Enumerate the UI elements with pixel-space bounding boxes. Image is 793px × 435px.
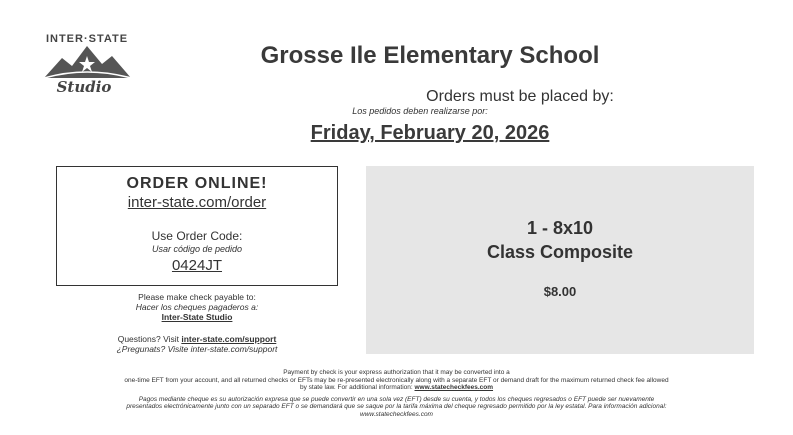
inter-state-studio-logo	[30, 26, 145, 98]
svg-text:Studio: Studio	[56, 78, 112, 96]
package-panel	[366, 166, 754, 354]
check-payable-label-es: Hacer los cheques pagaderos a:	[135, 302, 259, 312]
legal-es-line1: Pagos mediante cheque es su autorización expresa que se puede convertir en una sola vez (EFT) desde su cuenta, y todos los cheques regresados o EFT puede ser nuevamente	[138, 395, 655, 403]
package-quantity: 1 - 8x10	[526, 218, 594, 238]
school-name: Grosse Ile Elementary School	[260, 42, 600, 69]
legal-en-line2: one-time EFT from your account, and all returned checks or EFTs may be re-presented electronically along with a separate EFT or demand draft for the maximum returned check fee allowed	[124, 376, 669, 384]
order-code-label: Use Order Code:	[151, 229, 243, 243]
order-online-link[interactable]: inter-state.com/order	[127, 194, 267, 211]
order-code: 0424JT	[171, 257, 223, 274]
questions-info	[56, 334, 338, 354]
orders-deadline-label: Orders must be placed by:	[426, 88, 614, 105]
order-online-title: ORDER ONLINE!	[126, 175, 268, 192]
package-name	[366, 216, 754, 264]
statecheckfees-link[interactable]: www.statecheckfees.com	[414, 384, 494, 391]
package-title: Class Composite	[486, 242, 634, 262]
legal-es-line2: presentados electrónicamente junto con un separado EFT o se demandará que se saque por la tarifa máxima del cheque regresado permitido por la ley estatal. Para información adicional:	[126, 403, 667, 410]
legal-disclaimer	[30, 369, 763, 418]
questions-prefix: Questions? Visit	[117, 334, 182, 344]
legal-en-line1: Payment by check is your express authorization that it may be converted into a	[283, 369, 510, 376]
order-online-box	[56, 166, 338, 286]
order-code-label-es: Usar código de pedido	[151, 244, 243, 254]
check-payee: Inter-State Studio	[161, 312, 233, 322]
orders-deadline-label-es: Los pedidos deben realizarse por:	[352, 106, 488, 116]
order-deadline-date: Friday, February 20, 2026	[310, 122, 550, 144]
svg-text:INTER·STATE: INTER·STATE	[45, 33, 129, 45]
legal-en-line3: by state law. For additional information:	[299, 384, 415, 391]
legal-es-block	[30, 396, 763, 419]
questions-es: ¿Pregunats? Visite inter-state.com/support	[116, 344, 278, 354]
legal-es-line3: www.statecheckfees.com	[360, 410, 433, 418]
check-payable-label: Please make check payable to:	[138, 292, 256, 302]
package-price: $8.00	[543, 284, 577, 299]
support-link[interactable]: inter-state.com/support	[181, 334, 277, 344]
check-payable-info	[56, 292, 338, 322]
